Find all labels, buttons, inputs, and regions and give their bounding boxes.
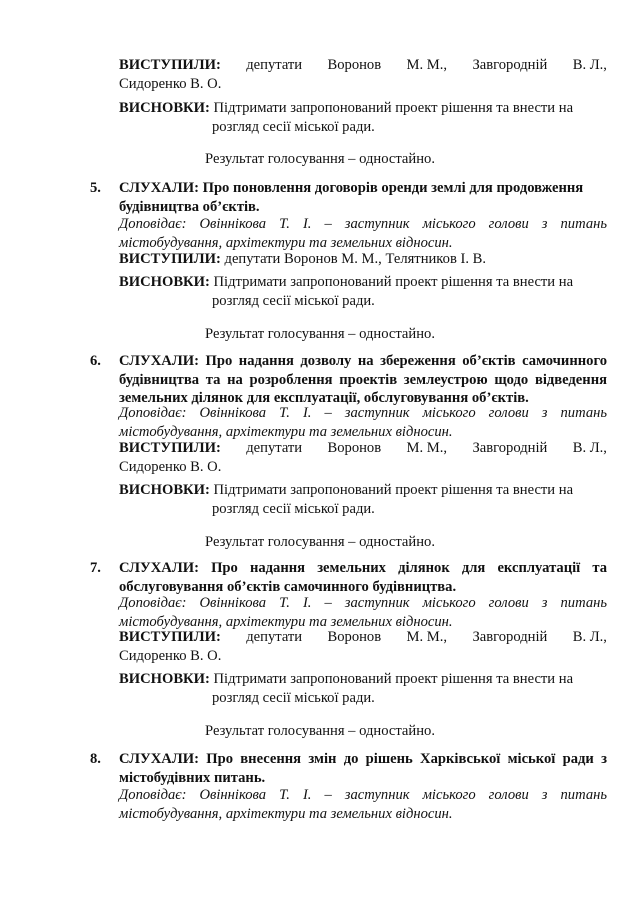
speaker-voronov: Воронов xyxy=(327,629,382,645)
item-title-line3: земельних ділянок для експлуатації, обслуговування об’єктів. xyxy=(119,390,529,406)
reporter-line2: містобудування, архітектури та земельних відносин. xyxy=(119,234,453,251)
reporter-line2: містобудування, архітектури та земельних відносин. xyxy=(119,423,453,440)
item-5-reporter xyxy=(119,215,607,252)
speaker-voronov-initials: М. М., xyxy=(406,57,448,73)
speaker-voronov-initials: М. М., xyxy=(406,440,448,456)
item-8-title xyxy=(119,750,607,787)
item-6-reporter xyxy=(119,404,607,441)
reporter-text: Овіннікова Т. І. – заступник міського голови з питань xyxy=(199,595,607,611)
conclusion-text-line1: Підтримати запропонований проект рішення та внести на xyxy=(213,671,574,687)
conclusion-label: ВИСНОВКИ: xyxy=(119,100,210,116)
speaker-zavgorodniy-initials: В. Л., xyxy=(572,57,607,73)
item-number: 8. xyxy=(90,751,101,767)
speaker-zavgorodniy-initials: В. Л., xyxy=(572,629,607,645)
item-5-title xyxy=(119,179,607,216)
reporter-label: Доповідає: xyxy=(119,595,187,611)
heard-label: СЛУХАЛИ: xyxy=(119,180,199,196)
speakers-deputies: депутати xyxy=(246,440,303,456)
reporter-label: Доповідає: xyxy=(119,787,187,803)
speaker-zavgorodniy: Завгородній xyxy=(472,629,548,645)
conclusion-block-top xyxy=(119,99,607,136)
conclusion-label: ВИСНОВКИ: xyxy=(119,274,210,290)
item-7-reporter xyxy=(119,594,607,631)
reporter-line1 xyxy=(119,786,607,805)
vote-result: Результат голосування – одностайно. xyxy=(205,326,435,342)
speaker-voronov: Воронов xyxy=(327,440,382,456)
item-title-line1: Про внесення змін до рішень Харківської міської ради з xyxy=(206,751,607,767)
item-7-speakers xyxy=(119,628,607,665)
speaker-voronov: Воронов xyxy=(327,57,382,73)
item-title-line1: Про поновлення договорів оренди землі для продовження xyxy=(202,180,584,196)
speakers-deputies: депутати xyxy=(246,57,303,73)
item-7-conclusion xyxy=(119,670,607,707)
item-number: 6. xyxy=(90,353,101,369)
speakers-line xyxy=(119,56,607,75)
item-title-line1: Про надання дозволу на збереження об’єктів самочинного xyxy=(205,353,607,369)
speakers-label: ВИСТУПИЛИ: xyxy=(119,251,221,267)
speaker-sydorenko: Сидоренко В. О. xyxy=(119,647,222,664)
item-title-line1: Про надання земельних ділянок для експлуатації та xyxy=(211,560,607,576)
speaker-zavgorodniy: Завгородній xyxy=(472,57,548,73)
item-5-speakers xyxy=(119,250,607,269)
speaker-sydorenko: Сидоренко В. О. xyxy=(119,458,222,475)
speakers-deputies: депутати xyxy=(246,629,303,645)
item-title-line2: містобудівних питань. xyxy=(119,769,266,786)
reporter-text: Овіннікова Т. І. – заступник міського голови з питань xyxy=(199,216,607,232)
speakers-block-top xyxy=(119,56,607,93)
speaker-sydorenko: Сидоренко В. О. xyxy=(119,75,222,92)
speakers-line xyxy=(119,628,607,647)
item-5-conclusion xyxy=(119,273,607,310)
speaker-zavgorodniy: Завгородній xyxy=(472,440,548,456)
item-number: 5. xyxy=(90,180,101,196)
speakers-label: ВИСТУПИЛИ: xyxy=(119,629,221,645)
vote-result: Результат голосування – одностайно. xyxy=(205,534,435,550)
item-title-line2: будівництва та на розроблення проектів землеустрою щодо відведення xyxy=(119,371,607,388)
reporter-line1 xyxy=(119,404,607,423)
reporter-line2: містобудування, архітектури та земельних відносин. xyxy=(119,613,453,630)
heard-label: СЛУХАЛИ: xyxy=(119,751,199,767)
speaker-voronov-initials: М. М., xyxy=(406,629,448,645)
item-7-title xyxy=(119,559,607,596)
item-title-line2: обслуговування об’єктів самочинного будівництва. xyxy=(119,578,457,595)
reporter-text: Овіннікова Т. І. – заступник міського голови з питань xyxy=(199,405,607,421)
reporter-line2: містобудування, архітектури та земельних відносин. xyxy=(119,805,453,822)
conclusion-text-line2: розгляд сесії міської ради. xyxy=(212,292,375,309)
conclusion-text-line2: розгляд сесії міської ради. xyxy=(212,118,375,135)
speaker-zavgorodniy-initials: В. Л., xyxy=(572,440,607,456)
speakers-label: ВИСТУПИЛИ: xyxy=(119,57,221,73)
item-6-conclusion xyxy=(119,481,607,518)
conclusion-text-line2: розгляд сесії міської ради. xyxy=(212,500,375,517)
vote-result-top: Результат голосування – одностайно. xyxy=(205,151,435,167)
item-title-line2: будівництва об’єктів. xyxy=(119,198,260,215)
item-6-speakers xyxy=(119,439,607,476)
conclusion-label: ВИСНОВКИ: xyxy=(119,671,210,687)
speakers-inline: депутати Воронов М. М., Телятников І. В. xyxy=(224,251,487,267)
item-6-title xyxy=(119,352,607,408)
speakers-label: ВИСТУПИЛИ: xyxy=(119,440,221,456)
heard-label: СЛУХАЛИ: xyxy=(119,560,199,576)
conclusion-text-line2: розгляд сесії міської ради. xyxy=(212,689,375,706)
item-8-reporter xyxy=(119,786,607,823)
conclusion-label: ВИСНОВКИ: xyxy=(119,482,210,498)
speakers-line xyxy=(119,439,607,458)
reporter-label: Доповідає: xyxy=(119,216,187,232)
conclusion-text-line1: Підтримати запропонований проект рішення та внести на xyxy=(213,100,574,116)
reporter-label: Доповідає: xyxy=(119,405,187,421)
reporter-text: Овіннікова Т. І. – заступник міського голови з питань xyxy=(199,787,607,803)
conclusion-text-line1: Підтримати запропонований проект рішення та внести на xyxy=(213,482,574,498)
conclusion-text-line1: Підтримати запропонований проект рішення та внести на xyxy=(213,274,574,290)
reporter-line1 xyxy=(119,215,607,234)
heard-label: СЛУХАЛИ: xyxy=(119,353,199,369)
item-number: 7. xyxy=(90,560,101,576)
vote-result: Результат голосування – одностайно. xyxy=(205,723,435,739)
reporter-line1 xyxy=(119,594,607,613)
